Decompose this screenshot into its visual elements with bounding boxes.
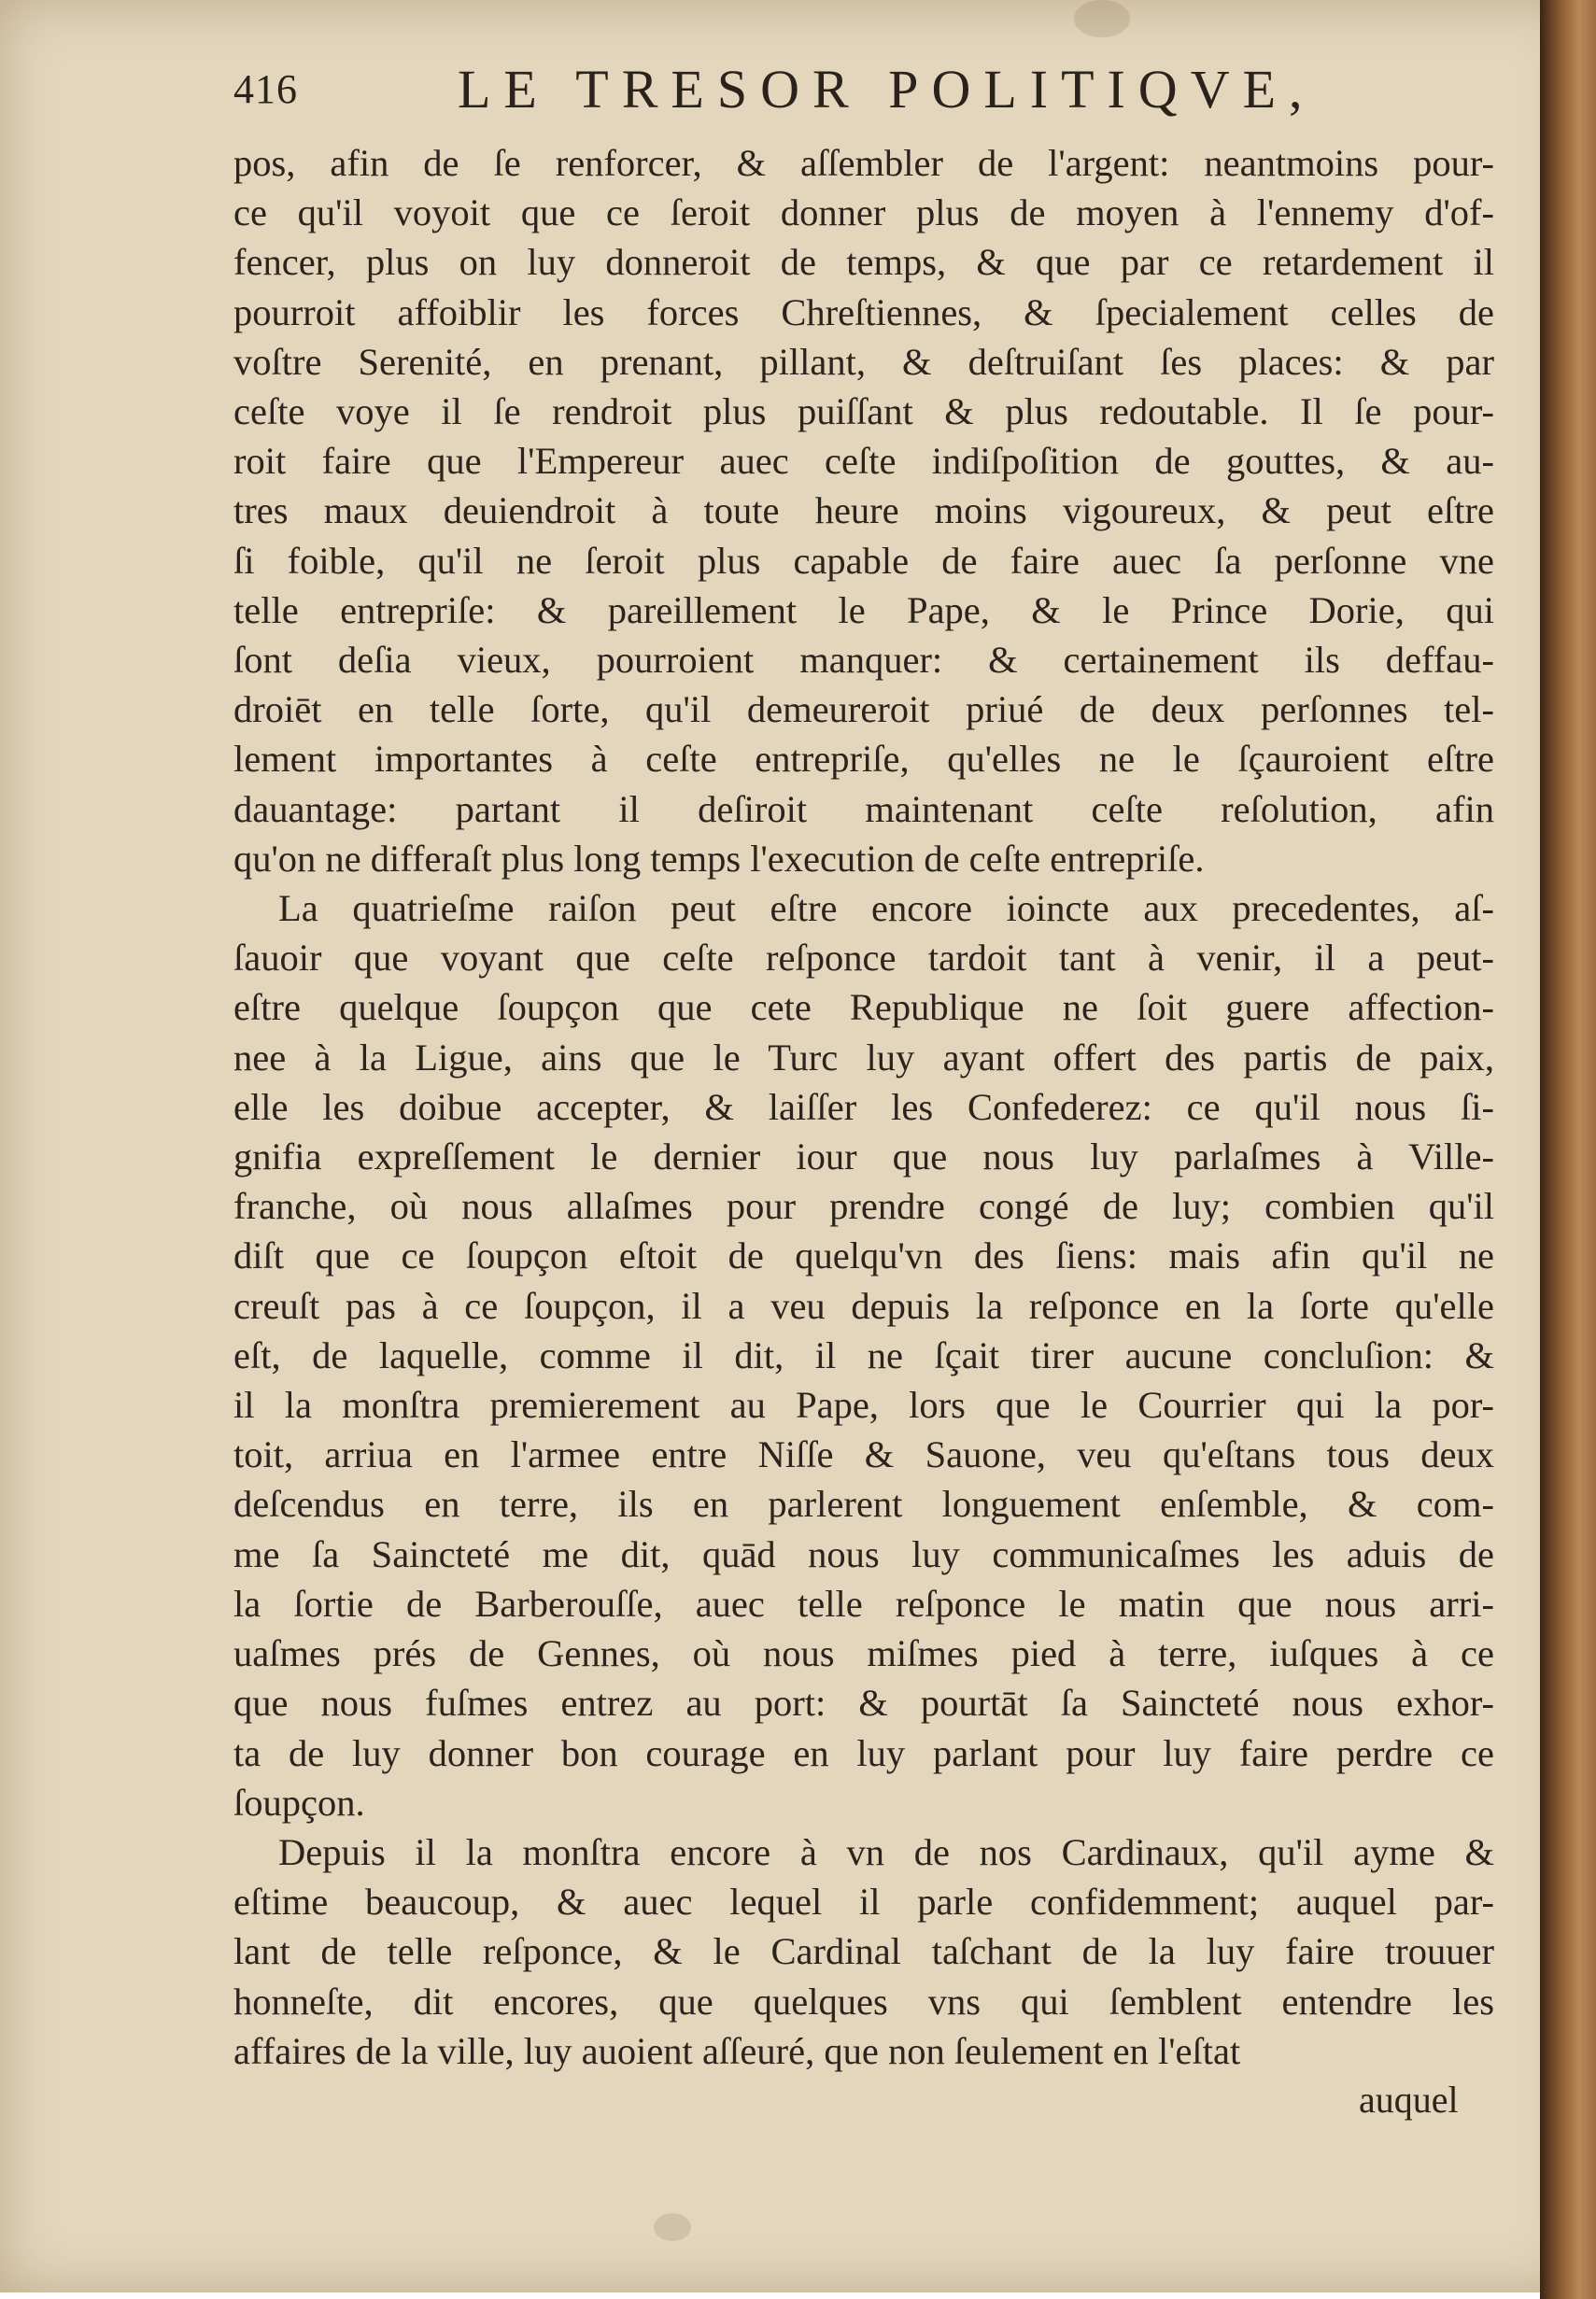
text-line: dauantage: partant il deſiroit maintenant ceſte reſolution, afin	[233, 787, 1494, 830]
text-line: La quatrieſme raiſon peut eſtre encore ioincte aux precedentes, aſ-	[278, 887, 1494, 930]
text-line: eſtime beaucoup, & auec lequel il parle confidemment; auquel par-	[233, 1881, 1494, 1924]
text-line: deſcendus en terre, ils en parlerent longuement enſemble, & com-	[233, 1483, 1494, 1526]
text-line: uaſmes prés de Gennes, où nous miſmes pied à terre, iuſques à ce	[233, 1632, 1494, 1675]
text-line: tres maux deuiendroit à toute heure moins vigoureux, & peut eſtre	[233, 489, 1494, 532]
book-binding-edge	[1540, 0, 1596, 2299]
text-line: ſont deſia vieux, pourroient manquer: & certainement ils deffau-	[233, 639, 1494, 682]
text-line: il la monſtra premierement au Pape, lors que le Courrier qui la por-	[233, 1384, 1494, 1427]
text-line: pourroit affoiblir les forces Chreſtiennes, & ſpecialement celles de	[233, 290, 1494, 333]
page-stain	[654, 2213, 691, 2241]
text-line: me ſa Saincteté me dit, quād nous luy communicaſmes les aduis de	[233, 1532, 1494, 1575]
text-line: lement importantes à ceſte entrepriſe, qu'elles ne le ſçauroient eſtre	[233, 738, 1494, 781]
text-line: ſauoir que voyant que ceſte reſponce tardoit tant à venir, il a peut-	[233, 937, 1494, 980]
text-line: toit, arriua en l'armee entre Niſſe & Sauone, veu qu'eſtans tous deux	[233, 1433, 1494, 1476]
text-line: elle les doibue accepter, & laiſſer les Confederez: ce qu'il nous ſi-	[233, 1085, 1494, 1128]
text-line: ce qu'il voyoit que ce ſeroit donner plus de moyen à l'ennemy d'of-	[233, 191, 1494, 234]
text-line: fencer, plus on luy donneroit de temps, & que par ce retardement il	[233, 241, 1494, 284]
text-line: la ſortie de Barberouſſe, auec telle reſponce le matin que nous arri-	[233, 1582, 1494, 1625]
text-line: nee à la Ligue, ains que le Turc luy ayant offert des partis de paix,	[233, 1036, 1494, 1079]
text-line: telle entrepriſe: & pareillement le Pape, & le Prince Dorie, qui	[233, 588, 1494, 631]
text-line: voſtre Serenité, en prenant, pillant, & deſtruiſant ſes places: & par	[233, 340, 1494, 383]
text-line: franche, où nous allaſmes pour prendre congé de luy; combien qu'il	[233, 1185, 1494, 1228]
text-line: que nous fuſmes entrez au port: & pourtāt ſa Saincteté nous exhor-	[233, 1682, 1494, 1725]
text-line: eſtre quelque ſoupçon que cete Republique ne ſoit guere affection-	[233, 986, 1494, 1029]
text-line: lant de telle reſponce, & le Cardinal taſchant de la luy faire trouuer	[233, 1930, 1494, 1973]
text-line: creuſt pas à ce ſoupçon, il a veu depuis la reſponce en la ſorte qu'elle	[233, 1284, 1494, 1327]
text-line: diſt que ce ſoupçon eſtoit de quelqu'vn des ſiens: mais afin qu'il ne	[233, 1234, 1494, 1277]
page-header	[233, 58, 1504, 133]
text-line: honneſte, dit encores, que quelques vns qui ſemblent entendre les	[233, 1980, 1494, 2023]
text-line: gnifia expreſſement le dernier iour que nous luy parlaſmes à Ville-	[233, 1135, 1494, 1178]
page-stain	[1074, 0, 1130, 37]
text-line: ceſte voye il ſe rendroit plus puiſſant & plus redoutable. Il ſe pour-	[233, 390, 1494, 433]
text-line: pos, afin de ſe renforcer, & aſſembler de l'argent: neantmoins pour-	[233, 142, 1494, 184]
page-number: 416	[233, 66, 298, 112]
text-line: qu'on ne differaſt plus long temps l'execution de ceſte entrepriſe.	[233, 837, 1205, 880]
text-line: Depuis il la monſtra encore à vn de nos Cardinaux, qu'il ayme &	[278, 1830, 1494, 1873]
body-text	[233, 138, 1494, 2076]
text-line: ſi foible, qu'il ne ſeroit plus capable de faire auec ſa perſonne vne	[233, 539, 1494, 582]
running-head: LE TRESOR POLITIQVE,	[458, 59, 1316, 120]
text-line: droiēt en telle ſorte, qu'il demeureroit priué de deux perſonnes tel-	[233, 688, 1494, 731]
catchword: auquel	[1359, 2079, 1459, 2121]
text-line: eſt, de laquelle, comme il dit, il ne ſçait tirer aucune concluſion: &	[233, 1333, 1494, 1376]
text-line: affaires de la ville, luy auoient aſſeuré, que non ſeulement en l'eſtat	[233, 2029, 1241, 2072]
text-line: ta de luy donner bon courage en luy parlant pour luy faire perdre ce	[233, 1731, 1494, 1774]
text-line: ſoupçon.	[233, 1781, 365, 1824]
text-line: roit faire que l'Empereur auec ceſte indiſpoſition de gouttes, & au-	[233, 440, 1494, 483]
